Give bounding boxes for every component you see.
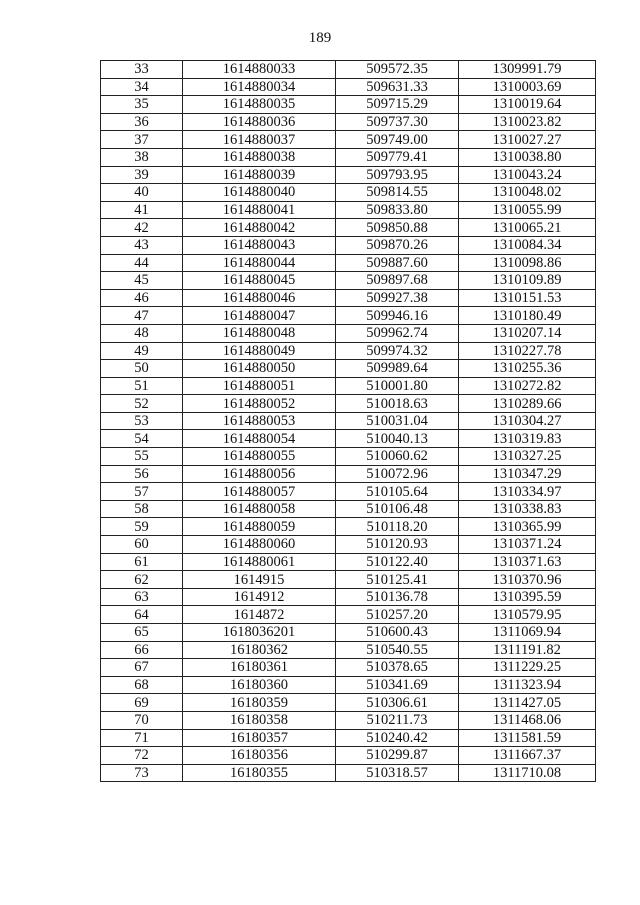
y-coordinate-cell: 1310255.36 xyxy=(459,360,596,378)
point-id-cell: 16180359 xyxy=(183,694,336,712)
point-number-cell: 57 xyxy=(101,483,183,501)
table-row xyxy=(101,641,596,659)
point-id-cell: 1618036201 xyxy=(183,624,336,642)
y-coordinate-cell: 1310338.83 xyxy=(459,500,596,518)
table-row xyxy=(101,536,596,554)
point-number-cell: 69 xyxy=(101,694,183,712)
table-row xyxy=(101,377,596,395)
y-coordinate-cell: 1311069.94 xyxy=(459,624,596,642)
x-coordinate-cell: 510060.62 xyxy=(336,448,459,466)
x-coordinate-cell: 510211.73 xyxy=(336,711,459,729)
table-row xyxy=(101,131,596,149)
point-id-cell: 16180356 xyxy=(183,747,336,765)
x-coordinate-cell: 510018.63 xyxy=(336,395,459,413)
point-number-cell: 52 xyxy=(101,395,183,413)
y-coordinate-cell: 1310304.27 xyxy=(459,412,596,430)
table-row xyxy=(101,360,596,378)
coordinates-table xyxy=(100,60,596,782)
table-row xyxy=(101,166,596,184)
x-coordinate-cell: 509572.35 xyxy=(336,61,459,79)
x-coordinate-cell: 510031.04 xyxy=(336,412,459,430)
point-id-cell: 16180355 xyxy=(183,764,336,782)
point-id-cell: 1614880051 xyxy=(183,377,336,395)
y-coordinate-cell: 1311427.05 xyxy=(459,694,596,712)
x-coordinate-cell: 509974.32 xyxy=(336,342,459,360)
x-coordinate-cell: 509715.29 xyxy=(336,96,459,114)
point-id-cell: 1614880038 xyxy=(183,148,336,166)
table-row xyxy=(101,553,596,571)
point-id-cell: 1614880043 xyxy=(183,236,336,254)
table-row xyxy=(101,711,596,729)
y-coordinate-cell: 1311323.94 xyxy=(459,676,596,694)
table-row xyxy=(101,430,596,448)
table-row xyxy=(101,764,596,782)
x-coordinate-cell: 510072.96 xyxy=(336,465,459,483)
table-row xyxy=(101,307,596,325)
x-coordinate-cell: 509793.95 xyxy=(336,166,459,184)
table-row xyxy=(101,729,596,747)
x-coordinate-cell: 510040.13 xyxy=(336,430,459,448)
point-id-cell: 16180362 xyxy=(183,641,336,659)
x-coordinate-cell: 510136.78 xyxy=(336,588,459,606)
point-number-cell: 62 xyxy=(101,571,183,589)
table-row xyxy=(101,571,596,589)
point-number-cell: 55 xyxy=(101,448,183,466)
point-id-cell: 1614880047 xyxy=(183,307,336,325)
table-row xyxy=(101,219,596,237)
y-coordinate-cell: 1310180.49 xyxy=(459,307,596,325)
point-id-cell: 16180361 xyxy=(183,659,336,677)
x-coordinate-cell: 510257.20 xyxy=(336,606,459,624)
table-row xyxy=(101,61,596,79)
y-coordinate-cell: 1311468.06 xyxy=(459,711,596,729)
point-id-cell: 1614880061 xyxy=(183,553,336,571)
point-number-cell: 73 xyxy=(101,764,183,782)
y-coordinate-cell: 1310048.02 xyxy=(459,184,596,202)
point-id-cell: 1614880045 xyxy=(183,272,336,290)
point-number-cell: 64 xyxy=(101,606,183,624)
y-coordinate-cell: 1310579.95 xyxy=(459,606,596,624)
x-coordinate-cell: 510600.43 xyxy=(336,624,459,642)
x-coordinate-cell: 509631.33 xyxy=(336,78,459,96)
table-row xyxy=(101,500,596,518)
point-number-cell: 59 xyxy=(101,518,183,536)
point-number-cell: 43 xyxy=(101,236,183,254)
y-coordinate-cell: 1310289.66 xyxy=(459,395,596,413)
point-number-cell: 47 xyxy=(101,307,183,325)
point-number-cell: 50 xyxy=(101,360,183,378)
table-row xyxy=(101,236,596,254)
point-id-cell: 1614880057 xyxy=(183,483,336,501)
y-coordinate-cell: 1310207.14 xyxy=(459,324,596,342)
y-coordinate-cell: 1311581.59 xyxy=(459,729,596,747)
point-number-cell: 60 xyxy=(101,536,183,554)
y-coordinate-cell: 1310065.21 xyxy=(459,219,596,237)
point-number-cell: 42 xyxy=(101,219,183,237)
point-number-cell: 51 xyxy=(101,377,183,395)
point-id-cell: 1614872 xyxy=(183,606,336,624)
point-id-cell: 1614880052 xyxy=(183,395,336,413)
table-row xyxy=(101,96,596,114)
y-coordinate-cell: 1310327.25 xyxy=(459,448,596,466)
table-row xyxy=(101,412,596,430)
x-coordinate-cell: 509749.00 xyxy=(336,131,459,149)
point-id-cell: 1614880035 xyxy=(183,96,336,114)
point-id-cell: 1614880056 xyxy=(183,465,336,483)
table-row xyxy=(101,659,596,677)
y-coordinate-cell: 1310319.83 xyxy=(459,430,596,448)
point-number-cell: 33 xyxy=(101,61,183,79)
point-id-cell: 1614880037 xyxy=(183,131,336,149)
table-row xyxy=(101,448,596,466)
x-coordinate-cell: 510125.41 xyxy=(336,571,459,589)
x-coordinate-cell: 510306.61 xyxy=(336,694,459,712)
table-row xyxy=(101,676,596,694)
x-coordinate-cell: 509833.80 xyxy=(336,201,459,219)
point-number-cell: 53 xyxy=(101,412,183,430)
point-number-cell: 65 xyxy=(101,624,183,642)
y-coordinate-cell: 1310038.80 xyxy=(459,148,596,166)
point-number-cell: 68 xyxy=(101,676,183,694)
point-id-cell: 1614880039 xyxy=(183,166,336,184)
point-number-cell: 35 xyxy=(101,96,183,114)
point-number-cell: 61 xyxy=(101,553,183,571)
y-coordinate-cell: 1311710.08 xyxy=(459,764,596,782)
table-row xyxy=(101,184,596,202)
point-number-cell: 38 xyxy=(101,148,183,166)
x-coordinate-cell: 510122.40 xyxy=(336,553,459,571)
y-coordinate-cell: 1310371.63 xyxy=(459,553,596,571)
table-row xyxy=(101,518,596,536)
y-coordinate-cell: 1311191.82 xyxy=(459,641,596,659)
point-id-cell: 1614880034 xyxy=(183,78,336,96)
point-id-cell: 1614915 xyxy=(183,571,336,589)
point-id-cell: 16180360 xyxy=(183,676,336,694)
x-coordinate-cell: 509962.74 xyxy=(336,324,459,342)
y-coordinate-cell: 1311667.37 xyxy=(459,747,596,765)
table-row xyxy=(101,606,596,624)
x-coordinate-cell: 509897.68 xyxy=(336,272,459,290)
x-coordinate-cell: 510240.42 xyxy=(336,729,459,747)
y-coordinate-cell: 1309991.79 xyxy=(459,61,596,79)
y-coordinate-cell: 1310043.24 xyxy=(459,166,596,184)
table-row xyxy=(101,289,596,307)
point-number-cell: 46 xyxy=(101,289,183,307)
y-coordinate-cell: 1310055.99 xyxy=(459,201,596,219)
point-number-cell: 45 xyxy=(101,272,183,290)
table-row xyxy=(101,747,596,765)
x-coordinate-cell: 510105.64 xyxy=(336,483,459,501)
point-number-cell: 70 xyxy=(101,711,183,729)
x-coordinate-cell: 510118.20 xyxy=(336,518,459,536)
table-row xyxy=(101,588,596,606)
point-id-cell: 1614880044 xyxy=(183,254,336,272)
point-number-cell: 36 xyxy=(101,113,183,131)
point-number-cell: 34 xyxy=(101,78,183,96)
x-coordinate-cell: 509887.60 xyxy=(336,254,459,272)
table-row xyxy=(101,113,596,131)
x-coordinate-cell: 510299.87 xyxy=(336,747,459,765)
x-coordinate-cell: 510106.48 xyxy=(336,500,459,518)
point-id-cell: 1614880054 xyxy=(183,430,336,448)
point-number-cell: 54 xyxy=(101,430,183,448)
x-coordinate-cell: 510120.93 xyxy=(336,536,459,554)
point-id-cell: 1614880050 xyxy=(183,360,336,378)
table-row xyxy=(101,148,596,166)
table-row xyxy=(101,694,596,712)
point-id-cell: 1614880042 xyxy=(183,219,336,237)
point-number-cell: 48 xyxy=(101,324,183,342)
table-row xyxy=(101,624,596,642)
y-coordinate-cell: 1310098.86 xyxy=(459,254,596,272)
table-row xyxy=(101,483,596,501)
x-coordinate-cell: 509850.88 xyxy=(336,219,459,237)
point-number-cell: 41 xyxy=(101,201,183,219)
y-coordinate-cell: 1310347.29 xyxy=(459,465,596,483)
point-id-cell: 16180358 xyxy=(183,711,336,729)
point-id-cell: 1614880033 xyxy=(183,61,336,79)
y-coordinate-cell: 1310019.64 xyxy=(459,96,596,114)
point-id-cell: 1614880059 xyxy=(183,518,336,536)
point-number-cell: 44 xyxy=(101,254,183,272)
page-number: 189 xyxy=(308,30,332,46)
x-coordinate-cell: 510378.65 xyxy=(336,659,459,677)
x-coordinate-cell: 509779.41 xyxy=(336,148,459,166)
point-id-cell: 1614880046 xyxy=(183,289,336,307)
x-coordinate-cell: 509989.64 xyxy=(336,360,459,378)
coordinates-table-body xyxy=(101,61,596,782)
point-number-cell: 58 xyxy=(101,500,183,518)
table-row xyxy=(101,201,596,219)
point-id-cell: 1614880053 xyxy=(183,412,336,430)
y-coordinate-cell: 1310023.82 xyxy=(459,113,596,131)
point-number-cell: 72 xyxy=(101,747,183,765)
point-number-cell: 67 xyxy=(101,659,183,677)
point-id-cell: 1614880036 xyxy=(183,113,336,131)
table-row xyxy=(101,78,596,96)
point-id-cell: 1614912 xyxy=(183,588,336,606)
x-coordinate-cell: 510001.80 xyxy=(336,377,459,395)
point-id-cell: 1614880040 xyxy=(183,184,336,202)
point-number-cell: 39 xyxy=(101,166,183,184)
x-coordinate-cell: 509927.38 xyxy=(336,289,459,307)
y-coordinate-cell: 1310334.97 xyxy=(459,483,596,501)
y-coordinate-cell: 1310370.96 xyxy=(459,571,596,589)
x-coordinate-cell: 510540.55 xyxy=(336,641,459,659)
table-row xyxy=(101,272,596,290)
y-coordinate-cell: 1310084.34 xyxy=(459,236,596,254)
y-coordinate-cell: 1310109.89 xyxy=(459,272,596,290)
table-row xyxy=(101,342,596,360)
point-number-cell: 49 xyxy=(101,342,183,360)
x-coordinate-cell: 509737.30 xyxy=(336,113,459,131)
x-coordinate-cell: 510341.69 xyxy=(336,676,459,694)
table-row xyxy=(101,254,596,272)
point-id-cell: 1614880048 xyxy=(183,324,336,342)
point-id-cell: 1614880058 xyxy=(183,500,336,518)
y-coordinate-cell: 1310371.24 xyxy=(459,536,596,554)
table-row xyxy=(101,465,596,483)
point-number-cell: 63 xyxy=(101,588,183,606)
y-coordinate-cell: 1310027.27 xyxy=(459,131,596,149)
x-coordinate-cell: 509946.16 xyxy=(336,307,459,325)
point-number-cell: 37 xyxy=(101,131,183,149)
point-id-cell: 1614880049 xyxy=(183,342,336,360)
x-coordinate-cell: 510318.57 xyxy=(336,764,459,782)
y-coordinate-cell: 1310151.53 xyxy=(459,289,596,307)
y-coordinate-cell: 1310272.82 xyxy=(459,377,596,395)
y-coordinate-cell: 1310227.78 xyxy=(459,342,596,360)
x-coordinate-cell: 509814.55 xyxy=(336,184,459,202)
y-coordinate-cell: 1310003.69 xyxy=(459,78,596,96)
table-row xyxy=(101,324,596,342)
point-number-cell: 66 xyxy=(101,641,183,659)
y-coordinate-cell: 1311229.25 xyxy=(459,659,596,677)
x-coordinate-cell: 509870.26 xyxy=(336,236,459,254)
point-number-cell: 71 xyxy=(101,729,183,747)
point-number-cell: 56 xyxy=(101,465,183,483)
point-id-cell: 1614880041 xyxy=(183,201,336,219)
point-id-cell: 16180357 xyxy=(183,729,336,747)
table-row xyxy=(101,395,596,413)
y-coordinate-cell: 1310395.59 xyxy=(459,588,596,606)
y-coordinate-cell: 1310365.99 xyxy=(459,518,596,536)
point-number-cell: 40 xyxy=(101,184,183,202)
point-id-cell: 1614880060 xyxy=(183,536,336,554)
point-id-cell: 1614880055 xyxy=(183,448,336,466)
